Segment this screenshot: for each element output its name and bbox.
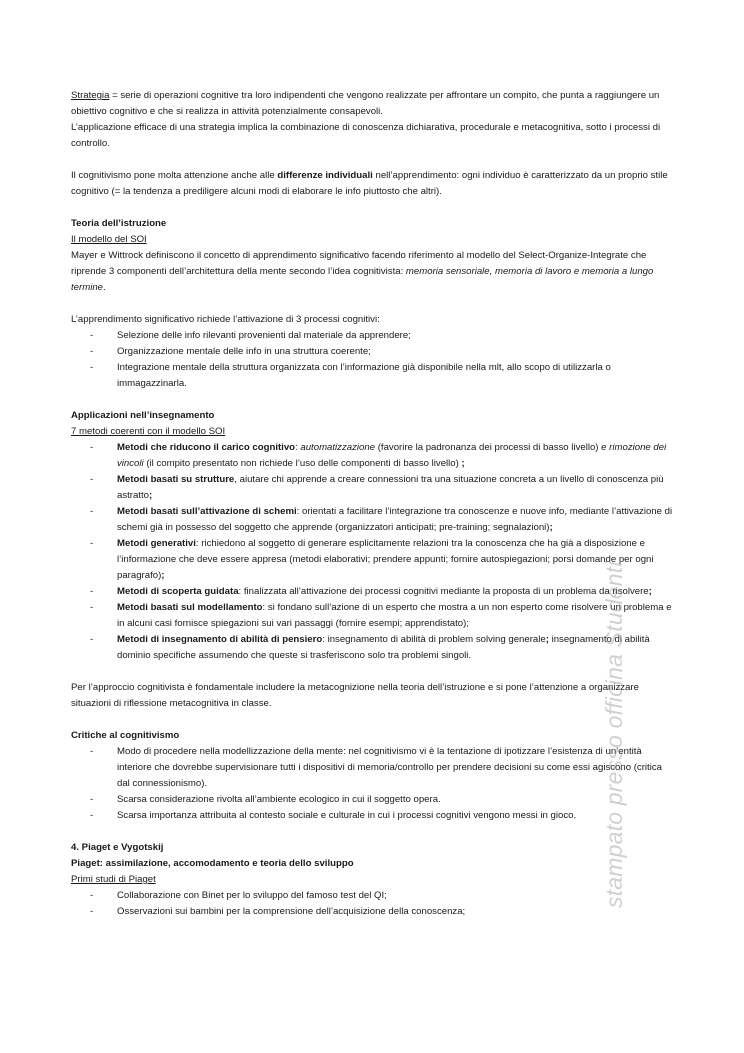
soi-end: . (103, 282, 106, 293)
metodo-title: Metodi che riducono il carico cognitivo (117, 442, 296, 453)
metodo-title: Metodi di scoperta guidata (117, 586, 239, 597)
soi-text: Mayer e Wittrock definiscono il concetto di apprendimento significativo facendo riferimento al modello del Select-Organize-Integrate che riprende 3 componenti dell’architettura della mente secondo l’idea cognitivista: (71, 250, 647, 277)
piaget-subsubheading: Primi studi di Piaget (71, 874, 156, 885)
metodo-end: ; (461, 458, 465, 469)
critiche-list (71, 744, 675, 824)
metodo-text: : richiedono al soggetto di generare esplicitamente relazioni tra la conoscenza che ha già a disposizione e l’informazione che deve essere appresa (metodi elaborativi; prendere appunti; fornire autospiegazioni; porsi domande per ogni paragrafo) (117, 538, 654, 581)
metodo-end: ; (149, 490, 153, 501)
critiche-heading: Critiche al cognitivismo (71, 730, 180, 741)
list-item (71, 440, 675, 472)
list-item: - Modo di procedere nella modellizzazione della mente: nel cognitivismo vi è la tentazione di ipotizzare l’esistenza di un’entità interiore che dovrebbe supervisionare tutti i dispositivi di memoria/controllo per prendere decisioni su come essi agiscono (critica dal connessionismo). (71, 744, 675, 792)
metodo-end: ; (545, 634, 549, 645)
applicazioni-heading: Applicazioni nell’insegnamento (71, 410, 215, 421)
list-item (71, 536, 675, 584)
metodo-italic: e rimozione dei vincoli (117, 442, 667, 469)
metodo-end: ; (549, 522, 553, 533)
metodo-title: Metodi basati su strutture (117, 474, 235, 485)
strategia-definition: = serie di operazioni cognitive tra loro indipendenti che vengono realizzate per affrontare un compito, che punta a raggiungere un obiettivo cognitivo e che si realizza in attività potenzialmente consapevoli. (71, 90, 660, 117)
list-item: - Scarsa considerazione rivolta all’ambiente ecologico in cui il soggetto opera. (71, 792, 675, 808)
list-item: - Scarsa importanza attribuita al contesto sociale e culturale in cui i processi cognitivi vengono messi in gioco. (71, 808, 675, 824)
metodo-title: Metodi basati sul modellamento (117, 602, 263, 613)
metodo-text: : (295, 442, 301, 453)
differenze-paragraph (71, 168, 675, 200)
metodi-list (71, 440, 675, 664)
differenze-bold: differenze individuali (277, 170, 373, 181)
list-item: - Selezione delle info rilevanti provenienti dal materiale da apprendere; (71, 328, 675, 344)
metodo-text: : insegnamento di abilità di problem solving generale (322, 634, 546, 645)
processi-list (71, 328, 675, 392)
strategia-term: Strategia (71, 90, 110, 101)
metodo-text: (favorire la padronanza dei processi di basso livello) (375, 442, 602, 453)
metodo-end: ; (161, 570, 165, 581)
metodo-title: Metodi di insegnamento di abilità di pensiero (117, 634, 323, 645)
watermark: stampato presso officina Studenti (601, 561, 627, 908)
list-item (71, 584, 675, 600)
metodo-text: : orientati a facilitare l’integrazione tra conoscenze e nuove info, mediante l’attivazione di schemi già in possesso del soggetto che apprende (organizzatori anticipati; pre-training; segnalazioni) (117, 506, 673, 533)
metacognizione-paragraph: Per l’approccio cognitivista è fondamentale includere la metacognizione nella teoria dell’istruzione e si pone l’attenzione a organizzare situazioni di riflessione metacognitiva in classe. (71, 682, 639, 709)
metodo-title: Metodi generativi (117, 538, 196, 549)
metodo-text: : si fondano sull’azione di un esperto che mostra a un non esperto come risolvere un problema e in alcuni casi fornisce spiegazioni sui vari passaggi (fornire esempi; apprendistato); (117, 602, 672, 629)
metodo-text: insegnamento di abilità dominio specifiche assumendo che queste si trasferiscono solo tra problemi singoli. (117, 634, 650, 661)
processi-intro: L’apprendimento significativo richiede l’attivazione di 3 processi cognitivi: (71, 314, 380, 325)
document-page (71, 88, 675, 920)
list-item: - Collaborazione con Binet per lo sviluppo del famoso test del QI; (71, 888, 675, 904)
metodo-end: ; (648, 586, 652, 597)
piaget-list (71, 888, 675, 920)
metodo-text: , aiutare chi apprende a creare connessioni tra una situazione concreta a un livello di conoscenza più astratto (117, 474, 664, 501)
piaget-heading: 4. Piaget e Vygotskij (71, 842, 164, 853)
list-item (71, 600, 675, 632)
soi-italic: memoria sensoriale, memoria di lavoro e memoria a lungo termine (71, 266, 654, 293)
metodo-text: : finalizzata all’attivazione dei processi cognitivi mediante la proposta di un problema da risolvere (238, 586, 649, 597)
differenze-pre: Il cognitivismo pone molta attenzione anche alle (71, 170, 278, 181)
metodo-italic: automatizzazione (300, 442, 376, 453)
teoria-subheading: Il modello del SOI (71, 234, 147, 245)
list-item: - Integrazione mentale della struttura organizzata con l’informazione già disponibile nella mlt, allo scopo di utilizzarla o immagazzinarla. (71, 360, 675, 392)
list-item (71, 632, 675, 664)
strategia-paragraph (71, 88, 675, 120)
list-item: - Osservazioni sui bambini per la comprensione dell’acquisizione della conoscenza; (71, 904, 675, 920)
applicazioni-subheading: 7 metodi coerenti con il modello SOI (71, 426, 226, 437)
metodo-text: (il compito presentato non richiede l’uso delle componenti di basso livello) (143, 458, 462, 469)
list-item (71, 472, 675, 504)
piaget-subheading: Piaget: assimilazione, accomodamento e teoria dello sviluppo (71, 858, 354, 869)
strategia-paragraph-2: L’applicazione efficace di una strategia implica la combinazione di conoscenza dichiarativa, procedurale e metacognitiva, sotto i processi di controllo. (71, 122, 661, 149)
differenze-post: nell’apprendimento: ogni individuo è caratterizzato da un proprio stile cognitivo (= la tendenza a prediligere alcuni modi di elaborare le info piuttosto che altri). (71, 170, 668, 197)
soi-paragraph (71, 248, 675, 296)
metodo-title: Metodi basati sull’attivazione di schemi (117, 506, 297, 517)
list-item: - Organizzazione mentale delle info in una struttura coerente; (71, 344, 675, 360)
list-item (71, 504, 675, 536)
teoria-heading: Teoria dell’istruzione (71, 218, 167, 229)
